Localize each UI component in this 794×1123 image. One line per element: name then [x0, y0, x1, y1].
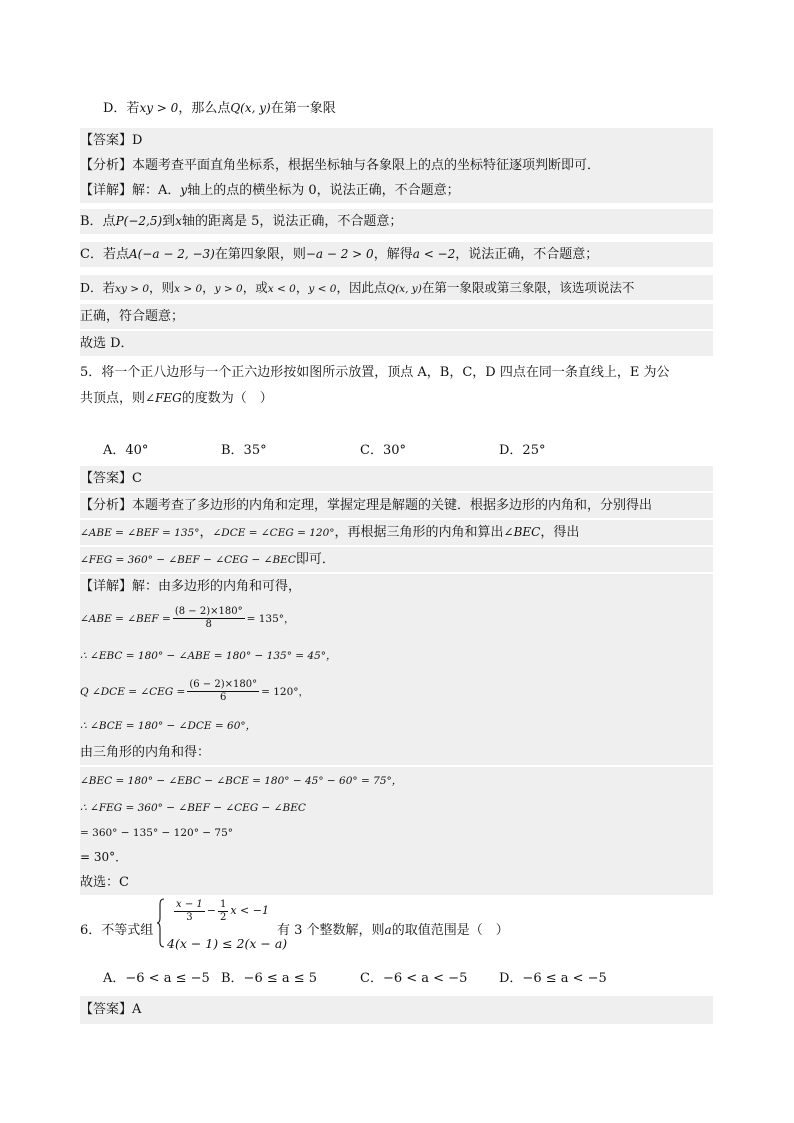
math: Q ∠DCE = ∠CEG = — [80, 686, 186, 698]
math: ∠BEC — [503, 525, 541, 539]
math: ∴ ∠BCE = 180° − ∠DCE = 60°， — [80, 720, 257, 732]
numerator: x − 1 — [176, 898, 203, 910]
option-d: D．−6 ≤ a < −5 — [499, 971, 607, 986]
text: 由三角形的内角和得： — [80, 745, 211, 760]
text: 有 3 个整数解，则 — [277, 923, 385, 938]
q5-stem-line1 — [80, 360, 713, 385]
detail-tag: 【详解】 — [80, 183, 133, 198]
analysis-tag: 【分析】 — [80, 158, 133, 173]
analysis-text: 本题考查了多边形的内角和定理，掌握定理是解题的关键．根据多边形的内角和，分别得出 — [132, 498, 653, 513]
text: ， — [202, 280, 215, 295]
numerator: 1 — [219, 898, 227, 910]
math: a < −2 — [412, 247, 456, 261]
fraction — [187, 679, 259, 704]
text: 即可． — [295, 552, 335, 567]
math: = 360° − 135° − 120° − 75° — [80, 827, 234, 839]
math: = 120°， — [261, 686, 310, 698]
text: D．若 — [80, 280, 116, 295]
left-brace-icon — [157, 898, 165, 948]
text: C．若点 — [80, 247, 129, 262]
answer-tag: 【答案】 — [80, 1002, 133, 1017]
analysis-text: 本题考查平面直角坐标系，根据坐标轴与各象限上的点的坐标特征逐项判断即可． — [132, 158, 601, 173]
math: ∴ ∠EBC = 180° − ∠ABE = 180° − 135° = 45°， — [80, 650, 337, 662]
denominator: 6 — [220, 692, 227, 703]
q5-analysis-2 — [80, 520, 713, 545]
q6-answer — [80, 996, 713, 1024]
q4-option-d — [103, 96, 736, 121]
q4-analysis — [80, 153, 713, 178]
detail-tag: 【详解】 — [80, 579, 133, 594]
option-d: D．25° — [499, 443, 546, 458]
math: = 135°， — [246, 613, 295, 625]
text: 轴上的点的横坐标为 0，说法正确，不合题意； — [187, 183, 460, 198]
text: ，解得 — [373, 247, 413, 262]
text: B．点 — [80, 214, 116, 229]
text: ，因此点 — [336, 280, 387, 295]
fraction — [174, 899, 205, 924]
text: 故选：C — [80, 875, 129, 890]
text: ， — [199, 525, 213, 540]
q5-answer — [80, 466, 713, 491]
text: ，那么点 — [178, 101, 231, 116]
math: y > 0 — [214, 283, 243, 295]
math: 4(x − 1) ≤ 2(x − a) — [167, 936, 288, 951]
text: ， — [295, 280, 309, 295]
math: ∠ABE = ∠BEF = — [80, 613, 171, 625]
text: 在第一象限 — [270, 101, 336, 116]
math: a — [384, 923, 392, 937]
answer-text: A — [132, 1002, 142, 1017]
q4-choose — [80, 331, 713, 356]
text: ，再根据三角形的内角和算出 — [334, 525, 504, 540]
math: xy > 0 — [115, 283, 150, 295]
text: 在第四象限，则 — [214, 247, 306, 262]
text: 5．将一个正八边形与一个正六边形按如图所示放置，顶点 A，B，C，D 四点在同一条直线上，E 为公 — [80, 365, 670, 380]
option-c: C．−6 < a < −5 — [360, 971, 468, 986]
q5-step-9 — [80, 845, 713, 870]
q5-step-8 — [80, 820, 713, 845]
q5-choose — [80, 870, 713, 895]
text: ，说法正确，不合题意； — [455, 247, 599, 262]
text: D．若 — [103, 101, 140, 116]
math: x < 0 — [267, 283, 296, 295]
q4-answer — [80, 128, 713, 153]
text: 解：A． — [132, 183, 181, 198]
detail-text: 解：由多边形的内角和可得， — [132, 579, 302, 594]
q6-options — [103, 966, 736, 991]
text: ，或 — [242, 280, 268, 295]
denominator: 2 — [219, 911, 227, 923]
text: 到 — [162, 214, 176, 229]
q4-detail-b — [80, 209, 713, 234]
q4-detail-d-cont — [80, 304, 713, 329]
math: y — [180, 183, 188, 197]
math: x — [175, 214, 182, 228]
q5-detail — [80, 574, 713, 599]
fraction — [218, 899, 228, 924]
math: P(−2,5) — [115, 214, 163, 228]
math: ∠BEC = 180° − ∠EBC − ∠BCE = 180° − 45° − 60° = 75°， — [80, 775, 403, 787]
q5-analysis-3 — [80, 547, 713, 572]
text: 的度数为（ ） — [181, 391, 273, 406]
q5-stem-line2 — [80, 386, 713, 411]
option-b: B．−6 ≤ a ≤ 5 — [221, 971, 318, 986]
q5-step-3 — [80, 672, 713, 712]
q5-step-6 — [80, 767, 713, 795]
text: 的取值范围是（ ） — [391, 923, 509, 938]
math: ∴ ∠FEG = 360° − ∠BEF − ∠CEG − ∠BEC — [80, 802, 306, 814]
text: 正确，符合题意； — [80, 309, 185, 324]
math: −a − 2 > 0 — [305, 247, 374, 261]
q4-detail-d — [80, 275, 713, 300]
text: 6．不等式组 — [80, 923, 154, 938]
numerator: (6 − 2)×180° — [189, 679, 258, 690]
math: ∠FEG — [145, 391, 182, 405]
math: x > 0 — [174, 283, 203, 295]
numerator: (8 − 2)×180° — [174, 606, 243, 617]
math: = 30°． — [80, 850, 128, 864]
option-a: A．40° — [103, 443, 149, 458]
math: ∠ABE = ∠BEF = 135° — [80, 527, 200, 539]
math: ∠DCE = ∠CEG = 120° — [212, 527, 335, 539]
q4-detail — [80, 178, 713, 203]
denominator: 3 — [186, 911, 193, 923]
q6-inequality-1 — [172, 898, 269, 924]
option-b: B．35° — [221, 443, 267, 458]
math: Q(x, y) — [386, 283, 422, 295]
math: Q(x, y) — [230, 101, 271, 115]
answer-tag: 【答案】 — [80, 471, 133, 486]
text: 轴的距离是 5，说法正确，不合题意； — [181, 214, 403, 229]
q5-options — [103, 438, 736, 463]
q6-stem-tail — [277, 918, 509, 943]
q5-step-1 — [80, 599, 713, 639]
analysis-tag: 【分析】 — [80, 498, 133, 513]
math: y < 0 — [308, 283, 337, 295]
math: ∠FEG = 360° − ∠BEF − ∠CEG − ∠BEC — [80, 554, 296, 566]
q5-step-7 — [80, 795, 713, 820]
q6-inequality-2 — [167, 934, 287, 954]
q4-detail-c — [80, 242, 713, 267]
option-c: C．30° — [360, 443, 406, 458]
denominator: 8 — [205, 619, 212, 630]
text: ，得出 — [540, 525, 580, 540]
fraction — [173, 606, 245, 631]
text: 共顶点，则 — [80, 391, 146, 406]
q5-step-4 — [80, 712, 713, 740]
math: A(−a − 2, −3) — [128, 247, 215, 261]
answer-text: C — [132, 471, 142, 486]
text: ，则 — [149, 280, 175, 295]
option-a: A．−6 < a ≤ −5 — [103, 971, 210, 986]
math: xy > 0 — [139, 101, 179, 115]
answer-text: D — [132, 133, 143, 148]
math: x < −1 — [230, 904, 269, 917]
q5-analysis — [80, 493, 713, 518]
q5-step-5 — [80, 740, 713, 765]
text: 在第一象限或第三象限，该选项说法不 — [421, 280, 635, 295]
math: − — [206, 904, 216, 917]
answer-tag: 【答案】 — [80, 133, 133, 148]
q5-step-2 — [80, 639, 713, 672]
text: 故选 D． — [80, 336, 134, 351]
